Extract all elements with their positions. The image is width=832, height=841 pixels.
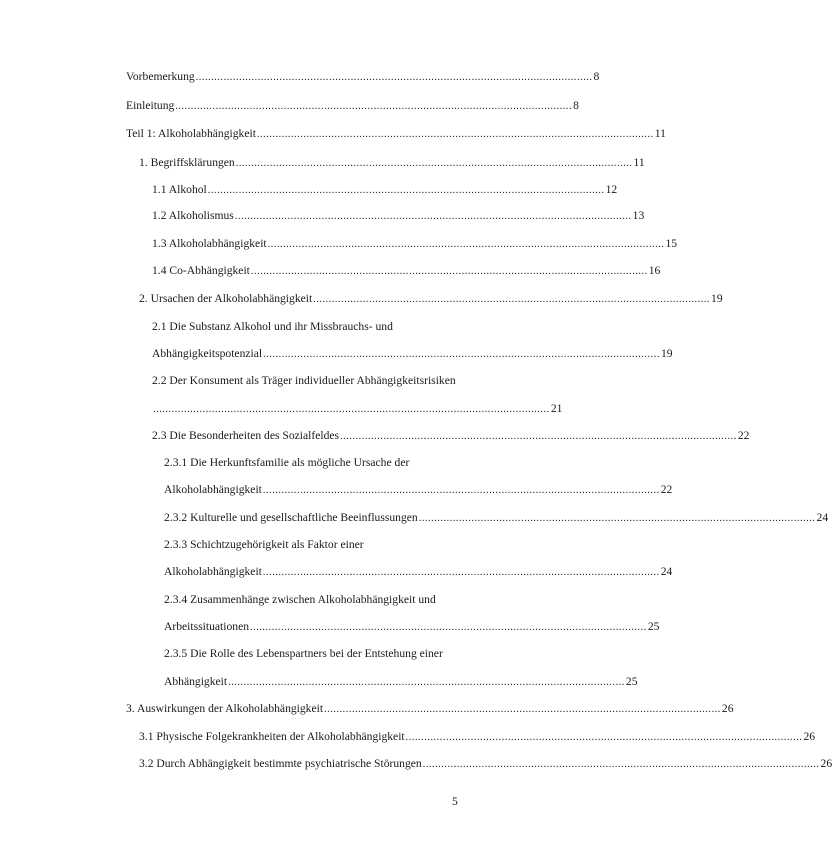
toc-entry-page: 25: [647, 620, 660, 633]
toc-dot-leader: ................................................................................................................................: [405, 732, 803, 743]
toc-dot-leader: ................................................................................................................................: [175, 101, 573, 112]
toc-entry-title: 2.3.4 Zusammenhänge zwischen Alkoholabhängigkeit und: [164, 593, 436, 606]
toc-entry-page: 11: [654, 127, 666, 140]
toc-entry-2-1[interactable]: [152, 319, 465, 334]
toc-entry-page: 22: [737, 429, 750, 442]
toc-dot-leader: ................................................................................................................................: [153, 404, 550, 415]
toc-entry-title: 2.3 Die Besonderheiten des Sozialfeldes: [152, 429, 340, 442]
toc-entry-3[interactable]: [126, 701, 734, 716]
toc-entry-2-1-continued[interactable]: [152, 346, 673, 361]
toc-entry-title: Alkoholabhängigkeit: [164, 565, 262, 578]
toc-entry-2-3-5[interactable]: [164, 646, 465, 661]
toc-entry-title: 3.1 Physische Folgekrankheiten der Alkoholabhängigkeit: [139, 730, 405, 743]
toc-entry-title: 1.1 Alkohol: [152, 183, 207, 196]
toc-entry-title: Einleitung: [126, 99, 175, 112]
toc-entry-3-1[interactable]: [139, 729, 816, 744]
toc-entry-page: 8: [593, 70, 600, 83]
toc-entry-2[interactable]: [139, 291, 723, 306]
toc-dot-leader: ................................................................................................................................: [422, 759, 820, 770]
toc-entry-title: 2. Ursachen der Alkoholabhängigkeit: [139, 292, 313, 305]
toc-entry-2-3-1-continued[interactable]: [164, 482, 673, 497]
toc-entry-title: 1.3 Alkoholabhängigkeit: [152, 237, 267, 250]
toc-entry-1-3[interactable]: [152, 236, 678, 251]
toc-entry-einleitung[interactable]: [126, 98, 579, 113]
toc-entry-page: 15: [665, 237, 678, 250]
toc-dot-leader: ................................................................................................................................: [195, 72, 593, 83]
toc-entry-2-2[interactable]: [152, 373, 465, 388]
toc-entry-title: 2.3.3 Schichtzugehörigkeit als Faktor einer: [164, 538, 364, 551]
toc-entry-2-3-5-continued[interactable]: [164, 674, 638, 689]
toc-entry-1-2[interactable]: [152, 208, 645, 223]
toc-entry-2-3-3[interactable]: [164, 537, 465, 552]
toc-entry-title: 2.2 Der Konsument als Träger individueller Abhängigkeitsrisiken: [152, 374, 456, 387]
toc-entry-title: Alkoholabhängigkeit: [164, 483, 262, 496]
toc-entry-page: 25: [625, 675, 638, 688]
toc-dot-leader: ................................................................................................................................: [418, 513, 816, 524]
toc-entry-1-1[interactable]: [152, 182, 618, 197]
toc-entry-title: 1.4 Co-Abhängigkeit: [152, 264, 250, 277]
toc-dot-leader: ................................................................................................................................: [267, 239, 665, 250]
toc-entry-2-3-4-continued[interactable]: [164, 619, 660, 634]
toc-entry-2-3[interactable]: [152, 428, 750, 443]
toc-dot-leader: ................................................................................................................................: [263, 349, 660, 360]
toc-entry-page: 24: [816, 511, 829, 524]
toc-entry-title: 1. Begriffsklärungen: [139, 156, 235, 169]
toc-dot-leader: ................................................................................................................................: [340, 431, 737, 442]
toc-dot-leader: ................................................................................................................................: [207, 185, 605, 196]
toc-entry-2-2-continued[interactable]: [152, 401, 563, 416]
toc-entry-1[interactable]: [139, 155, 645, 170]
toc-entry-title: 3.2 Durch Abhängigkeit bestimmte psychiatrische Störungen: [139, 757, 422, 770]
toc-entry-3-2[interactable]: [139, 756, 832, 771]
toc-entry-2-3-3-continued[interactable]: [164, 564, 673, 579]
toc-entry-page: 24: [660, 565, 673, 578]
toc-dot-leader: ................................................................................................................................: [262, 485, 660, 496]
toc-entry-page: 8: [573, 99, 579, 112]
toc-entry-title: Vorbemerkung: [126, 70, 195, 83]
toc-dot-leader: ................................................................................................................................: [256, 129, 654, 140]
toc-dot-leader: ................................................................................................................................: [250, 266, 648, 277]
toc-entry-page: 12: [605, 183, 618, 196]
toc-dot-leader: ................................................................................................................................: [262, 567, 660, 578]
toc-dot-leader: ................................................................................................................................: [250, 622, 647, 633]
toc-entry-page: 16: [648, 264, 661, 277]
toc-entry-title: 2.1 Die Substanz Alkohol und ihr Missbrauchs- und: [152, 320, 393, 333]
toc-dot-leader: ................................................................................................................................: [234, 211, 632, 222]
toc-entry-2-3-1[interactable]: [164, 455, 465, 470]
toc-entry-page: 26: [820, 757, 832, 770]
toc-entry-vorbemerkung[interactable]: [126, 69, 600, 84]
toc-entry-title: 1.2 Alkoholismus: [152, 209, 234, 222]
toc-entry-page: 13: [632, 209, 645, 222]
toc-entry-title: Arbeitssituationen: [164, 620, 250, 633]
toc-dot-leader: ................................................................................................................................: [235, 158, 633, 169]
toc-entry-page: 21: [550, 402, 563, 415]
toc-entry-title: 2.3.2 Kulturelle und gesellschaftliche Beeinflussungen: [164, 511, 418, 524]
toc-entry-page: 26: [721, 702, 734, 715]
toc-dot-leader: ................................................................................................................................: [228, 677, 625, 688]
toc-entry-2-3-4[interactable]: [164, 592, 465, 607]
toc-dot-leader: ................................................................................................................................: [324, 704, 721, 715]
toc-entry-page: 19: [711, 292, 723, 305]
page-number: 5: [452, 795, 458, 808]
toc-entry-page: 26: [803, 730, 816, 743]
toc-entry-page: 19: [660, 347, 673, 360]
toc-entry-title: Abhängigkeit: [164, 675, 228, 688]
toc-entry-1-4[interactable]: [152, 263, 661, 278]
toc-entry-title: 3. Auswirkungen der Alkoholabhängigkeit: [126, 702, 324, 715]
toc-entry-2-3-2[interactable]: [164, 510, 829, 525]
toc-entry-title: 2.3.5 Die Rolle des Lebenspartners bei der Entstehung einer: [164, 647, 443, 660]
toc-entry-title: Teil 1: Alkoholabhängigkeit: [126, 127, 256, 140]
toc-entry-teil-1[interactable]: [126, 126, 666, 141]
toc-entry-title: Abhängigkeitspotenzial: [152, 347, 263, 360]
toc-entry-page: 22: [660, 483, 673, 496]
toc-entry-page: 11: [633, 156, 645, 169]
toc-entry-title: 2.3.1 Die Herkunftsfamilie als mögliche Ursache der: [164, 456, 410, 469]
toc-dot-leader: ................................................................................................................................: [313, 294, 711, 305]
